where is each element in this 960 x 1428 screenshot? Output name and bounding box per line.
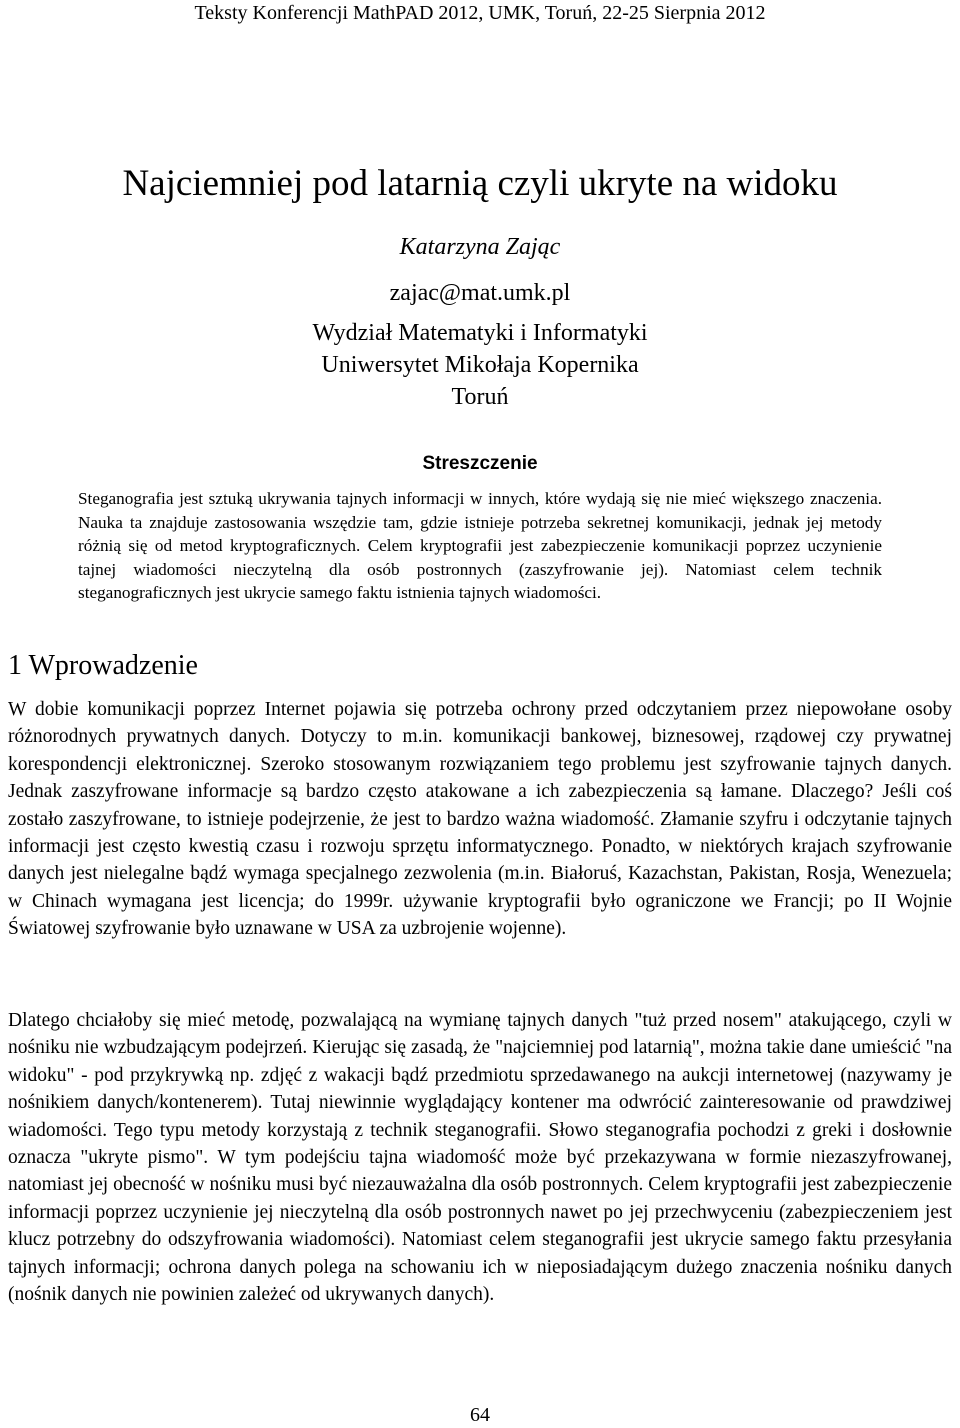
author-email: zajac@mat.umk.pl [389,280,571,306]
abstract-text: Steganografia jest sztuką ukrywania tajnych informacji w innych, które wydają się nie mieć większego znaczenia. Nauka ta znajduje zastosowania wszędzie tam, gdzie istnieje potrzeba sekretnej komunikacji, jednak jej metody różnią się od metod kryptograficznych. Celem kryptografii jest zabezpieczenie komunikacji poprzez uczynienie tajnej wiadomości nieczytelną dla osób postronnych (zaszyfrowanie jej). Natomiast celem technik steganograficznych jest ukrycie samego faktu istnienia tajnych wiadomości. [78,489,882,602]
affiliation-university: Uniwersytet Mikołaja Kopernika [321,352,639,378]
body-paragraph-1: W dobie komunikacji poprzez Internet pojawia się potrzeba ochrony przed odczytaniem przez niepowołane osoby różnorodnych prywatnych danych. Dotyczy to m.in. komunikacji bankowej, biznesowej, rządowej czy prywatnej korespondencji elektronicznej. Szeroko stosowanym rozwiązaniem tego problemu jest szyfrowanie tajnych danych. Jednak zaszyfrowane informacje są bardzo często atakowane a ich zabezpieczenia są łamane. Dlaczego? Jeśli coś zostało zaszyfrowane, to istnieje podejrzenie, że jest to bardzo ważna wiadomość. Złamanie szyfru i odczytanie tajnych informacji jest często kwestią czasu i rozwoju sprzętu informatycznego. Ponadto, w niektórych krajach szyfrowanie danych jest nielegalne bądź wymaga specjalnego zezwolenia (m.in. Białoruś, Kazachstan, Pakistan, Rosja, Wenezuela; w Chinach wymagana jest licencja; do 1999r. używanie kryptografii było ograniczone we Francji; po II Wojnie Światowej szyfrowanie było uznawane w USA za uzbrojenie wojenne). [8,699,952,940]
body-paragraph-2: Dlatego chciałoby się mieć metodę, pozwalającą na wymianę tajnych danych "tuż przed nosem" atakującego, czyli w nośniku nie wzbudzającym podejrzeń. Kierując się zasadą, że "najciemniej pod latarnią", można takie dane umieścić "na widoku" - pod przykrywką np. zdjęć z wakacji bądź przedmiotu sprzedawanego na aukcji internetowej (nazywamy je nośnikiem danych/kontenerem). Tutaj niewinnie wyglądający kontener ma odwrócić zainteresowanie od prawdziwej wiadomości. Tego typu metody korzystają z technik steganografii. Słowo steganografia pochodzi z greki i dosłownie oznacza "ukryte pismo". W tym podejściu tajna wiadomość może być przekazywana w formie niezaszyfrowanej, natomiast jej obecność w nośniku musi być niezauważalna dla osób postronnych. Celem kryptografii jest zabezpieczenie informacji poprzez uczynienie jej nieczytelną dla osób postronnych nawet po jej przechwyceniu (zabezpieczeniem jest klucz potrzebny do odszyfrowania wiadomości). Natomiast celem steganografii jest ukrycie samego faktu przesyłania tajnych informacji; ochrona danych polega na schowaniu ich w nieposiadającym dużego znaczenia nośniku danych (nośnik danych nie powinien zależeć od ukrywanych danych). [8,1010,952,1306]
section-heading: 1 Wprowadzenie [8,650,198,681]
author-name: Katarzyna Zając [399,234,561,260]
affiliation-faculty: Wydział Matematyki i Informatyki [312,320,648,346]
paper-title: Najciemniej pod latarnią czyli ukryte na widoku [122,163,838,204]
abstract-heading: Streszczenie [422,453,538,474]
page-number: 64 [470,1404,490,1426]
affiliation-city: Toruń [451,384,509,410]
running-header: Teksty Konferencji MathPAD 2012, UMK, Toruń, 22-25 Sierpnia 2012 [194,2,766,24]
